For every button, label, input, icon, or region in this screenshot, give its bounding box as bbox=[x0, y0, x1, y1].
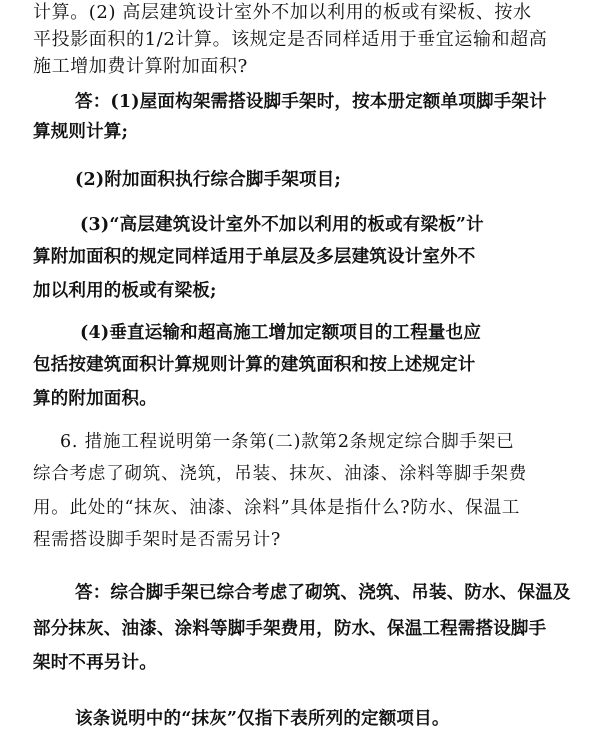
answer-prev-item3-line-3: 加以利用的板或有梁板; bbox=[33, 281, 217, 301]
question6-line-1: 6. 措施工程说明第一条第(二)款第2条规定综合脚手架已 bbox=[60, 432, 515, 452]
answer-prev-item4-line-2: 包括按建筑面积计算规则计算的建筑面积和按上述规定计 bbox=[33, 355, 476, 375]
answer-prev-item1-line-1: 答：(1)屋面构架需搭设脚手架时，按本册定额单项脚手架计 bbox=[75, 92, 547, 112]
question6-line-3: 用。此处的“抹灰、油漆、涂料”具体是指什么?防水、保温工 bbox=[33, 498, 521, 518]
answer-prev-item2-line-1: (2)附加面积执行综合脚手架项目; bbox=[75, 170, 342, 190]
answer6-line-1: 答：综合脚手架已综合考虑了砌筑、浇筑、吊装、防水、保温及 bbox=[75, 583, 571, 603]
question-prev-line-2: 平投影面积的1/2计算。该规定是否同样适用于垂宜运输和超高 bbox=[33, 29, 548, 50]
question6-line-2: 综合考虑了砌筑、浇筑，吊装、抹灰、油漆、涂料等脚手架费 bbox=[33, 464, 528, 484]
answer-prev-item4-line-3: 算的附加面积。 bbox=[33, 389, 157, 409]
question6-line-4: 程需搭设脚手架时是否需另计? bbox=[33, 530, 282, 550]
note-line-1: 该条说明中的“抹灰”仅指下表所列的定额项目。 bbox=[75, 709, 450, 729]
answer6-line-2: 部分抹灰、油漆、涂料等脚手架费用，防水、保温工程需搭设脚手 bbox=[33, 619, 547, 639]
answer6-line-3: 架时不再另计。 bbox=[33, 653, 157, 673]
question-prev-line-3: 施工增加费计算附加面积? bbox=[33, 56, 248, 77]
answer-prev-item3-line-2: 算附加面积的规定同样适用于单层及多层建筑设计室外不 bbox=[33, 247, 476, 267]
question-prev-line-1: 计算。(2) 高层建筑设计室外不加以利用的板或有梁板、按水 bbox=[33, 2, 532, 23]
answer-prev-item1-line-2: 算规则计算; bbox=[33, 122, 129, 142]
answer-prev-item3-line-1: (3)“高层建筑设计室外不加以利用的板或有梁板”计 bbox=[80, 215, 484, 235]
answer-prev-item4-line-1: (4)垂直运输和超高施工增加定额项目的工程量也应 bbox=[80, 323, 482, 343]
